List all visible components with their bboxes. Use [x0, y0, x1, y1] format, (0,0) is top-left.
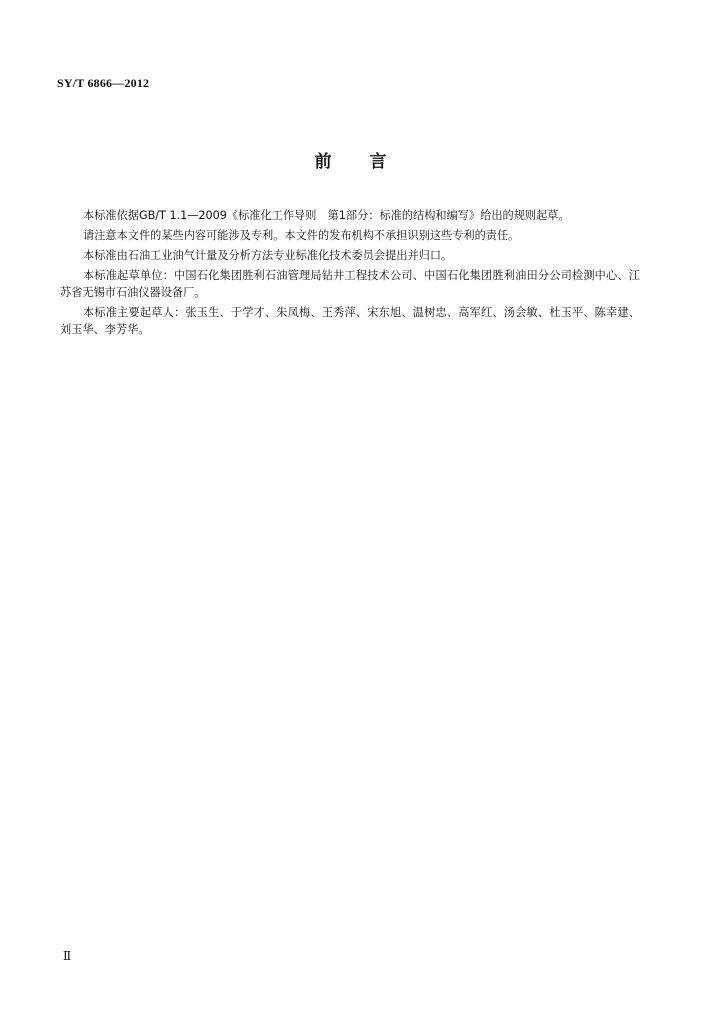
foreword-body: [60, 207, 640, 341]
document-code: SY/T 6866—2012: [57, 76, 150, 90]
paragraph-drafters: 本标准主要起草人：张玉生、于学才、朱凤梅、王秀萍、宋东旭、温树忠、高军红、汤会敏、杜玉平、陈幸建、刘玉华、李芳华。: [60, 306, 640, 336]
paragraph-drafting-units: 本标准起草单位：中国石化集团胜利石油管理局钻井工程技术公司、中国石化集团胜利油田分公司检测中心、江苏省无锡市石油仪器设备厂。: [60, 269, 640, 299]
paragraph-proposer: 本标准由石油工业油气计量及分析方法专业标准化技术委员会提出并归口。: [83, 249, 453, 262]
paragraph-patent-notice: 请注意本文件的某些内容可能涉及专利。本文件的发布机构不承担识别这些专利的责任。: [83, 229, 520, 242]
paragraph-basis: 本标准依据GB/T 1.1—2009《标准化工作导则 第1部分：标准的结构和编写》给出的规则起草。: [83, 209, 570, 222]
page-number: Ⅱ: [63, 949, 72, 963]
page-title: 前言: [314, 152, 425, 172]
